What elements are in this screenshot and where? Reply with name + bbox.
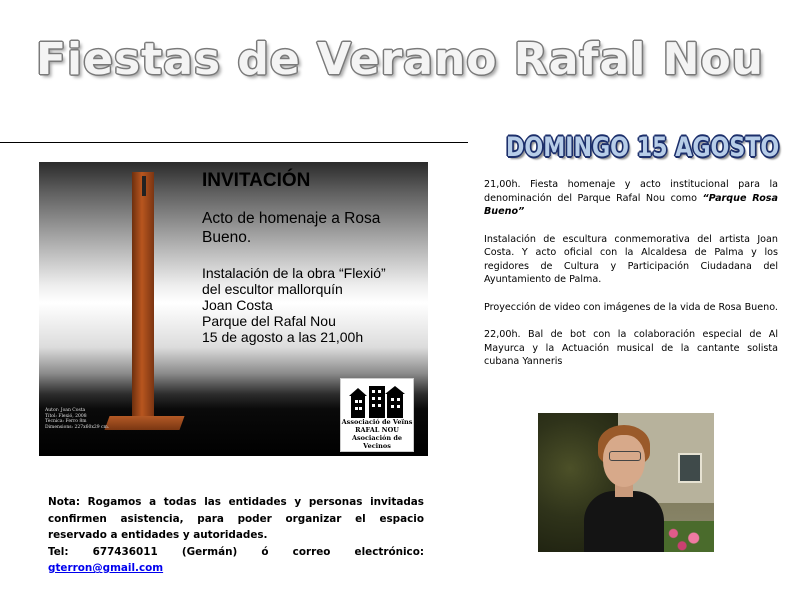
invitation-line: Joan Costa — [202, 297, 273, 313]
association-logo — [340, 378, 414, 452]
divider — [0, 142, 468, 143]
date-heading: DOMINGO 15 AGOSTO — [506, 132, 780, 163]
logo-line: RAFAL NOU — [355, 426, 399, 434]
program-paragraph: Instalación de escultura conmemorativa del artista Joan Costa. Y acto oficial con la Alcaldesa de Palma y los regidores de Cultura y Participación Ciudadana del Ayuntamiento de Palma. — [484, 233, 778, 285]
park-name: “Parque Rosa Bueno” — [484, 192, 778, 217]
photo-flowers — [656, 521, 714, 552]
photo-person-face — [603, 435, 645, 487]
sculpture-slot — [142, 176, 146, 196]
invitation-title: INVITACIÓN — [202, 170, 311, 191]
rsvp-note — [48, 494, 424, 577]
note-text: Nota: Rogamos a todas las entidades y personas invitadas confirmen asistencia, para poder organizar el espacio reservado a entidades y autoridades. — [48, 496, 424, 541]
buildings-icon — [347, 382, 407, 418]
photo-person-body — [584, 491, 664, 552]
sculpture-credit: Autor: Joan Costa Títol: Flexió, 2008 Tècnica: Ferro 8m Dimensions: 227x60x29 cm. — [45, 408, 110, 430]
program-paragraph: 22,00h. Bal de bot con la colaboración especial de Al Mayurca y la Actuación musical de la cantante solista cubana Yanneris — [484, 329, 778, 367]
page-title: Fiestas de Verano Rafal Nou — [36, 34, 764, 85]
program-paragraph: Proyección de video con imágenes de la vida de Rosa Bueno. — [484, 301, 778, 313]
logo-line: Asociación de Vecinos — [351, 434, 403, 450]
contact-prefix: Tel: 677436011 (Germán) ó correo electrónico: — [48, 545, 424, 558]
invitation-card — [39, 162, 428, 456]
invitation-line: Parque del Rafal Nou — [202, 313, 336, 329]
invitation-act: Acto de homenaje a Rosa Bueno. — [202, 210, 381, 246]
sculpture-image — [132, 172, 154, 420]
invitation-line: 15 de agosto a las 21,00h — [202, 329, 364, 345]
email-link[interactable]: gterron@gmail.com — [48, 562, 164, 574]
invitation-line: del escultor mallorquín — [202, 281, 343, 297]
contact-line — [48, 544, 424, 577]
invitation-line: Instalación de la obra “Flexió” — [202, 265, 386, 281]
sculpture-base — [104, 416, 184, 430]
invitation-details — [202, 265, 427, 345]
portrait-photo — [538, 413, 714, 552]
logo-line: Associació de Veïns — [341, 418, 413, 426]
photo-window — [678, 453, 702, 483]
program-text — [484, 178, 778, 383]
program-paragraph — [484, 178, 778, 219]
program-paragraph-text: 21,00h. Fiesta homenaje y acto institucional para la denominación del Parque Rafal Nou como — [484, 179, 778, 204]
photo-glasses — [609, 451, 641, 461]
